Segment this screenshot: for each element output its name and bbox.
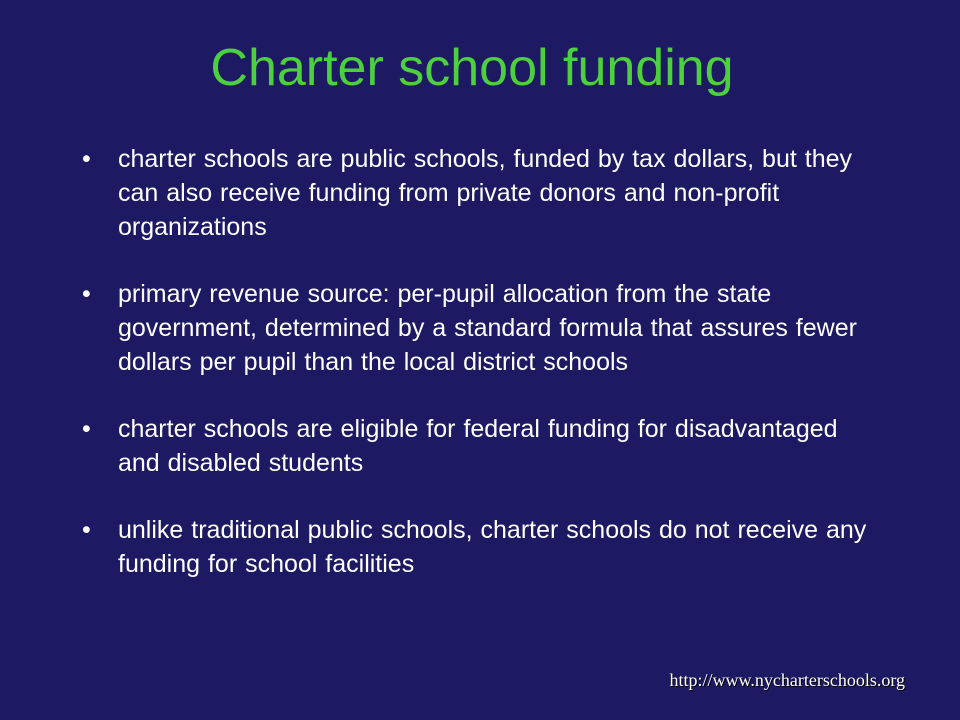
bullet-list — [78, 142, 878, 614]
bullet-item — [78, 277, 878, 379]
bullet-icon: • — [82, 516, 91, 544]
bullet-text: charter schools are public schools, funded by tax dollars, but they can also receive funding from private donors and non-profit organizations — [118, 145, 853, 241]
bullet-item — [78, 513, 878, 581]
source-url: http://www.nycharterschools.org — [669, 670, 905, 690]
bullet-text: unlike traditional public schools, charter schools do not receive any funding for school facilities — [118, 516, 867, 578]
bullet-item — [78, 142, 878, 244]
bullet-icon: • — [82, 145, 91, 173]
bullet-icon: • — [82, 280, 91, 308]
bullet-item — [78, 412, 878, 480]
bullet-text: charter schools are eligible for federal funding for disadvantaged and disabled students — [118, 415, 838, 477]
slide-title: Charter school funding — [210, 39, 734, 97]
bullet-icon: • — [82, 415, 91, 443]
bullet-text: primary revenue source: per-pupil allocation from the state government, determined by a standard formula that assures fewer dollars per pupil than the local district schools — [118, 280, 857, 376]
